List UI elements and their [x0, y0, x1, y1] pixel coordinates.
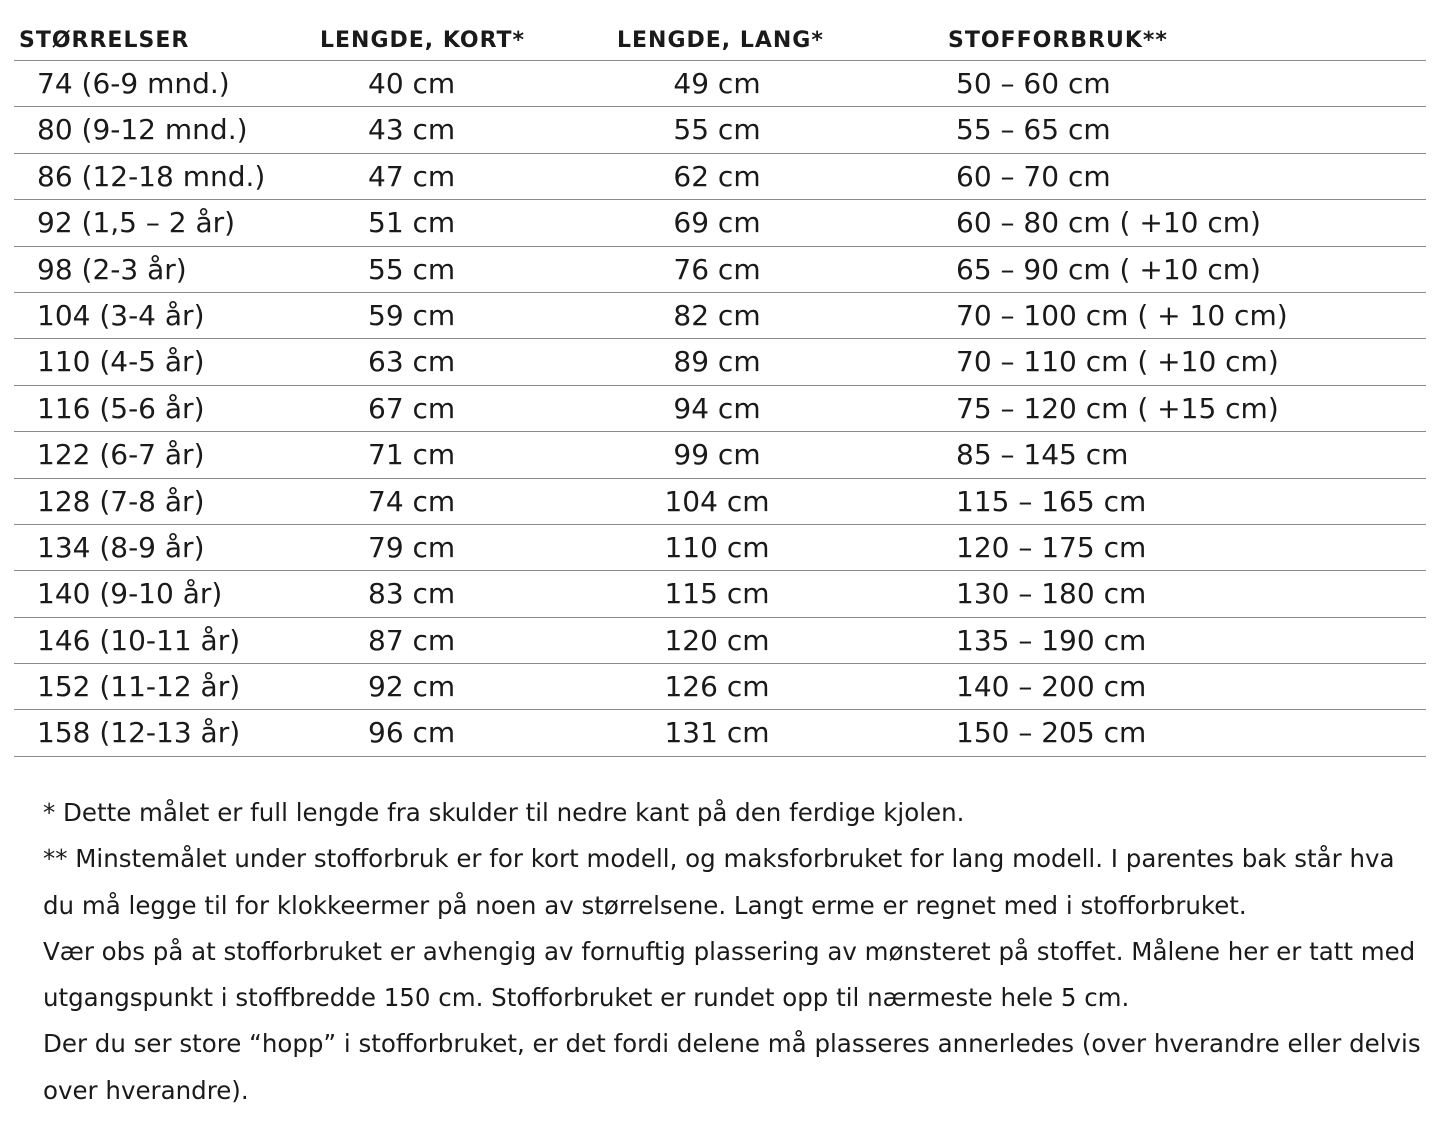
note-fabric-jumps: Der du ser store “hopp” i stofforbruket, er det fordi delene må plasseres annerledes (over hverandre eller delvis over hverandre). — [43, 1029, 1421, 1105]
header-length-short: LENGDE, KORT* — [320, 28, 526, 53]
cell-size: 98 (2-3 år) — [37, 252, 187, 286]
table-row — [14, 571, 1426, 617]
table-row — [14, 154, 1426, 200]
cell-length-long: 115 cm — [664, 577, 770, 611]
note-pattern-placement: Vær obs på at stofforbruket er avhengig av fornuftig plassering av mønsteret på stoffet. Målene her er tatt med utgangspunkt i stoffbredde 150 cm. Stofforbruket er rundet opp til nærmeste hele 5 cm. — [43, 936, 1416, 1013]
cell-length-short: 63 cm — [368, 345, 456, 379]
cell-length-long: 126 cm — [664, 670, 770, 704]
cell-length-short: 87 cm — [368, 623, 456, 657]
cell-fabric-usage: 60 – 80 cm ( +10 cm) — [956, 206, 1261, 240]
cell-size: 128 (7-8 år) — [37, 484, 205, 518]
table-row — [14, 664, 1426, 710]
table-row — [14, 200, 1426, 246]
cell-length-short: 92 cm — [368, 670, 456, 704]
header-sizes: STØRRELSER — [19, 28, 190, 53]
cell-fabric-usage: 135 – 190 cm — [956, 623, 1147, 657]
cell-length-long: 69 cm — [673, 206, 761, 240]
cell-length-long: 94 cm — [673, 391, 761, 425]
size-table — [14, 20, 1426, 757]
cell-length-short: 83 cm — [368, 577, 456, 611]
cell-length-short: 59 cm — [368, 298, 456, 332]
cell-size: 140 (9-10 år) — [37, 577, 223, 611]
table-row — [14, 247, 1426, 293]
cell-length-short: 47 cm — [368, 159, 456, 193]
table-row — [14, 107, 1426, 153]
cell-length-long: 104 cm — [664, 484, 770, 518]
table-row — [14, 432, 1426, 478]
cell-length-long: 49 cm — [673, 67, 761, 100]
cell-length-long: 99 cm — [673, 438, 761, 472]
cell-size: 134 (8-9 år) — [37, 530, 205, 564]
cell-length-long: 120 cm — [664, 623, 770, 657]
table-header — [14, 20, 1426, 61]
cell-size: 158 (12-13 år) — [37, 716, 241, 750]
table-row — [14, 525, 1426, 571]
cell-size: 146 (10-11 år) — [37, 623, 241, 657]
cell-fabric-usage: 65 – 90 cm ( +10 cm) — [956, 252, 1261, 286]
cell-size: 74 (6-9 mnd.) — [37, 67, 230, 100]
cell-size: 122 (6-7 år) — [37, 438, 205, 472]
table-row — [14, 386, 1426, 432]
cell-fabric-usage: 140 – 200 cm — [956, 670, 1147, 704]
cell-fabric-usage: 70 – 100 cm ( + 10 cm) — [956, 298, 1288, 332]
cell-length-long: 62 cm — [673, 159, 761, 193]
cell-length-long: 55 cm — [673, 113, 761, 147]
header-length-long: LENGDE, LANG* — [617, 28, 824, 53]
header-fabric-usage: STOFFORBRUK** — [948, 28, 1168, 53]
cell-size: 86 (12-18 mnd.) — [37, 159, 266, 193]
cell-length-long: 110 cm — [664, 530, 770, 564]
footnote-length: * Dette målet er full lengde fra skulder til nedre kant på den ferdige kjolen. — [43, 798, 965, 827]
cell-fabric-usage: 85 – 145 cm — [956, 438, 1129, 472]
cell-length-short: 40 cm — [368, 67, 456, 100]
cell-length-long: 82 cm — [673, 298, 761, 332]
cell-size: 152 (11-12 år) — [37, 670, 241, 704]
cell-fabric-usage: 60 – 70 cm — [956, 159, 1111, 193]
cell-length-short: 55 cm — [368, 252, 456, 286]
cell-length-short: 71 cm — [368, 438, 456, 472]
cell-length-short: 67 cm — [368, 391, 456, 425]
cell-length-long: 131 cm — [664, 716, 770, 750]
table-row — [14, 61, 1426, 107]
cell-length-long: 89 cm — [673, 345, 761, 379]
cell-length-short: 79 cm — [368, 530, 456, 564]
cell-length-long: 76 cm — [673, 252, 761, 286]
cell-length-short: 51 cm — [368, 206, 456, 240]
cell-size: 92 (1,5 – 2 år) — [37, 206, 236, 240]
cell-size: 104 (3-4 år) — [37, 298, 205, 332]
footnotes — [43, 790, 1428, 1114]
cell-fabric-usage: 70 – 110 cm ( +10 cm) — [956, 345, 1279, 379]
cell-fabric-usage: 130 – 180 cm — [956, 577, 1147, 611]
cell-fabric-usage: 75 – 120 cm ( +15 cm) — [956, 391, 1279, 425]
table-row — [14, 339, 1426, 385]
footnote-fabric-usage: ** Minstemålet under stofforbruk er for kort modell, og maksforbruket for lang modell. I parentes bak står hva du må legge til for klokkeermer på noen av størrelsene. Langt erme er regnet med i stofforbruket. — [43, 844, 1395, 920]
cell-size: 110 (4-5 år) — [37, 345, 205, 379]
cell-length-short: 96 cm — [368, 716, 456, 750]
table-row — [14, 293, 1426, 339]
cell-fabric-usage: 115 – 165 cm — [956, 484, 1147, 518]
cell-size: 80 (9-12 mnd.) — [37, 113, 248, 147]
cell-fabric-usage: 50 – 60 cm — [956, 67, 1111, 100]
table-row — [14, 479, 1426, 525]
cell-fabric-usage: 55 – 65 cm — [956, 113, 1111, 147]
cell-size: 116 (5-6 år) — [37, 391, 205, 425]
table-row — [14, 618, 1426, 664]
cell-fabric-usage: 120 – 175 cm — [956, 530, 1147, 564]
cell-length-short: 43 cm — [368, 113, 456, 147]
table-row — [14, 710, 1426, 756]
cell-fabric-usage: 150 – 205 cm — [956, 716, 1147, 750]
cell-length-short: 74 cm — [368, 484, 456, 518]
